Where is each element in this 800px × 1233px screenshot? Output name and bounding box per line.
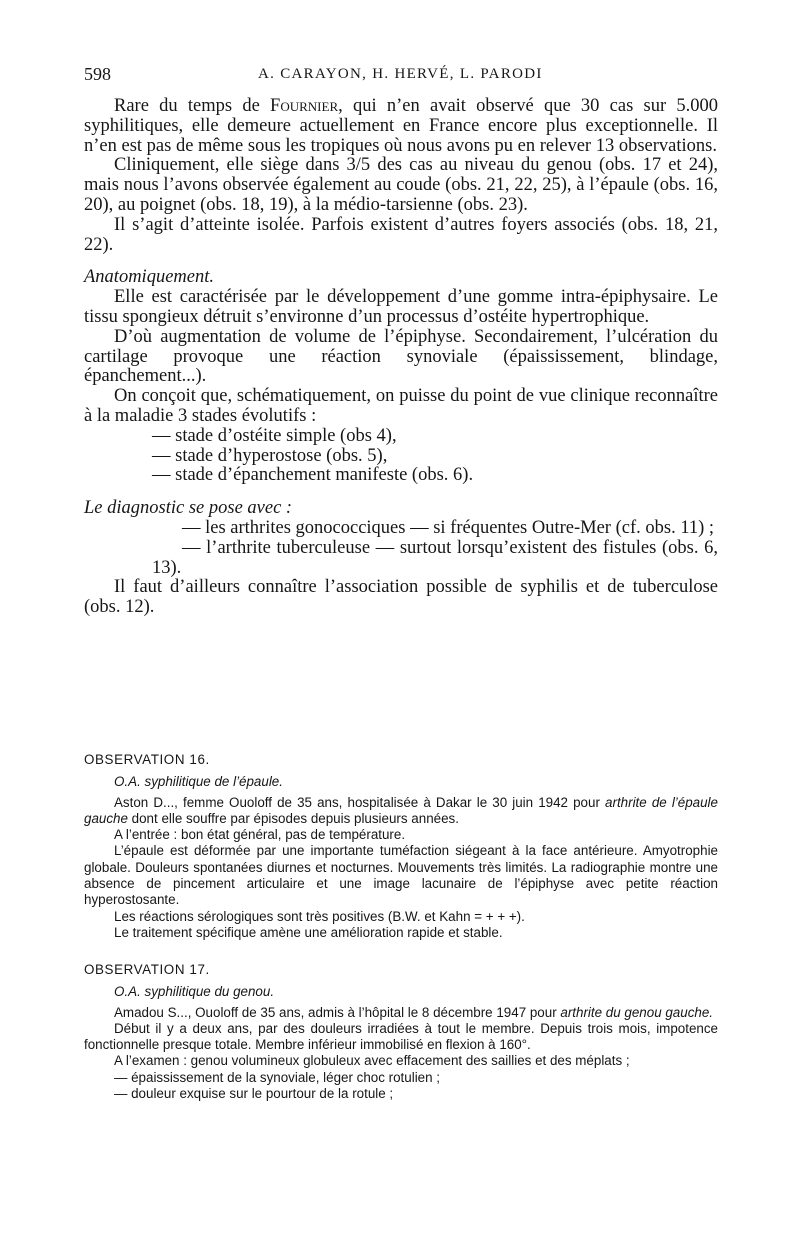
list-item: — stade d’épanchement manifeste (obs. 6). bbox=[152, 465, 474, 486]
paragraph: L’épaule est déformée par une importante tuméfaction siégeant à la face antérieure. Amyotrophie globale. Douleurs spontanées diurnes et nocturnes. Mouvements très limités. La radiographie montre une absence de pincement articulaire et une image lacunaire de l’épiphyse avec petite réaction hyperostosante. bbox=[84, 843, 718, 908]
page-number: 598 bbox=[84, 64, 111, 84]
paragraph: Cliniquement, elle siège dans 3/5 des cas au niveau du genou (obs. 17 et 24), mais nous l’avons observée également au coude (obs. 21, 22, 25), à l’épaule (obs. 16, 20), au poignet (obs. 18, 19), à la médio-tarsienne (obs. 23). bbox=[84, 155, 718, 215]
paragraph: On conçoit que, schématiquement, on puisse du point de vue clinique reconnaître à la maladie 3 stades évolutifs : bbox=[84, 386, 718, 426]
paragraph: Le traitement spécifique amène une amélioration rapide et stable. bbox=[114, 924, 503, 940]
paragraph: Amadou S..., Ouoloff de 35 ans, admis à l’hôpital le 8 décembre 1947 pour arthrite du genou gauche. bbox=[114, 1004, 714, 1020]
section-heading: Anatomiquement. bbox=[84, 267, 214, 288]
paragraph: Rare du temps de Fournier, qui n’en avait observé que 30 cas sur 5.000 syphilitiques, elle demeure actuellement en France encore plus exceptionnelle. Il n’en est pas de même sous les tropiques où nous avons pu en relever 13 observations. bbox=[84, 96, 718, 156]
observation-title: OBSERVATION 16. bbox=[84, 752, 210, 767]
author-name: Fournier bbox=[270, 96, 339, 116]
paragraph: Elle est caractérisée par le développement d’une gomme intra-épiphysaire. Le tissu spongieux détruit s’environne d’un processus d’ostéite hypertrophique. bbox=[84, 287, 718, 327]
list-item: — les arthrites gonococciques — si fréquentes Outre-Mer (cf. obs. 11) ; bbox=[182, 517, 715, 538]
observation-subtitle: O.A. syphilitique du genou. bbox=[114, 984, 275, 1000]
section-heading: Le diagnostic se pose avec : bbox=[84, 498, 293, 519]
observation-title: OBSERVATION 17. bbox=[84, 962, 210, 977]
list-item: — stade d’hyperostose (obs. 5), bbox=[152, 445, 388, 466]
list-item: — épaississement de la synoviale, léger choc rotulien ; bbox=[114, 1069, 441, 1085]
observation-subtitle: O.A. syphilitique de l’épaule. bbox=[114, 774, 283, 790]
paragraph: A l’examen : genou volumineux globuleux avec effacement des saillies et des méplats ; bbox=[114, 1053, 630, 1069]
main-text bbox=[84, 97, 718, 618]
observation-17 bbox=[84, 962, 718, 1102]
paragraph: A l’entrée : bon état général, pas de température. bbox=[114, 827, 406, 843]
observation-16 bbox=[84, 752, 718, 941]
list-item: — stade d’ostéite simple (obs 4), bbox=[152, 425, 397, 446]
running-title: A. CARAYON, H. HERVÉ, L. PARODI bbox=[258, 66, 543, 82]
paragraph: Début il y a deux ans, par des douleurs irradiées à tout le membre. Depuis trois mois, impotence fonctionnelle presque totale. Membre inférieur immobilisé en flexion à 160°. bbox=[84, 1020, 718, 1053]
list-item: — douleur exquise sur le pourtour de la rotule ; bbox=[114, 1086, 394, 1102]
paragraph: Les réactions sérologiques sont très positives (B.W. et Kahn = + + +). bbox=[114, 908, 525, 924]
page-header bbox=[84, 64, 718, 88]
paragraph: Aston D..., femme Ouoloff de 35 ans, hospitalisée à Dakar le 30 juin 1942 pour arthrite de l’épaule gauche dont elle souffre par épisodes depuis plusieurs années. bbox=[84, 794, 718, 826]
list-item: — l’arthrite tuberculeuse — surtout lorsqu’existent des fistules (obs. 6, 13). bbox=[152, 537, 718, 578]
paragraph: D’où augmentation de volume de l’épiphyse. Secondairement, l’ulcération du cartilage provoque une réaction synoviale (épaississement, blindage, épanchement...). bbox=[84, 326, 718, 387]
paragraph: Il s’agit d’atteinte isolée. Parfois existent d’autres foyers associés (obs. 18, 21, 22). bbox=[84, 214, 718, 255]
paragraph: Il faut d’ailleurs connaître l’association possible de syphilis et de tuberculose (obs. 12). bbox=[84, 577, 718, 618]
